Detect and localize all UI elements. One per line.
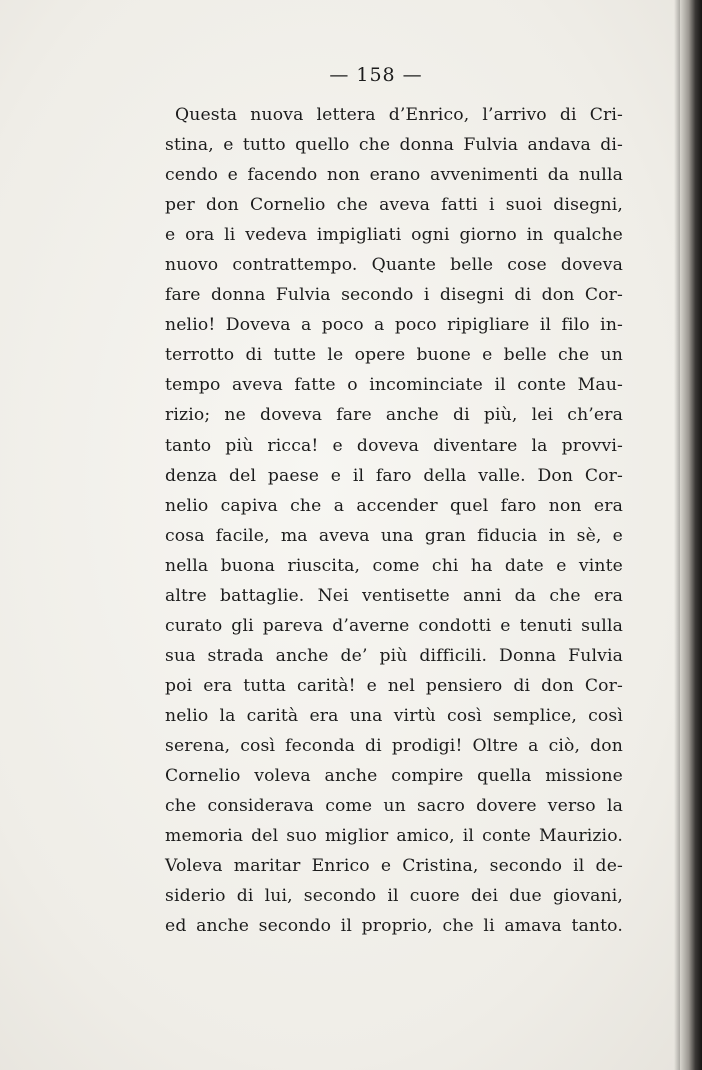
- text-line: per don Cornelio che aveva fatti i suoi disegni,: [165, 195, 623, 216]
- text-line: siderio di lui, secondo il cuore dei due giovani,: [165, 886, 623, 907]
- text-line: terrotto di tutte le opere buone e belle che un: [165, 345, 623, 366]
- text-line: cendo e facendo non erano avvenimenti da nulla: [165, 165, 623, 186]
- text-line: cosa facile, ma aveva una gran fiducia in sè, e: [165, 525, 623, 546]
- text-line: curato gli pareva d’averne condotti e tenuti sulla: [165, 615, 623, 636]
- text-line: Cornelio voleva anche compire quella missione: [165, 766, 623, 787]
- text-line: nella buona riuscita, come chi ha date e vinte: [165, 555, 623, 576]
- text-line: poi era tutta carità! e nel pensiero di don Cor-: [165, 675, 623, 696]
- text-line: memoria del suo miglior amico, il conte Maurizio.: [165, 826, 623, 847]
- text-line: fare donna Fulvia secondo i disegni di don Cor-: [165, 285, 623, 306]
- text-line: nelio capiva che a accender quel faro non era: [165, 495, 623, 516]
- text-line: e ora li vedeva impigliati ogni giorno in qualche: [165, 225, 623, 246]
- text-line: nelio la carità era una virtù così semplice, così: [165, 705, 623, 726]
- text-line: Voleva maritar Enrico e Cristina, secondo il de-: [165, 856, 623, 877]
- text-line: nelio! Doveva a poco a poco ripigliare il filo in-: [165, 315, 623, 336]
- text-line: stina, e tutto quello che donna Fulvia andava di-: [165, 135, 623, 156]
- page-number: — 158 —: [329, 64, 423, 86]
- text-line: denza del paese e il faro della valle. Don Cor-: [165, 465, 623, 486]
- text-line: tempo aveva fatte o incominciate il conte Mau-: [165, 375, 623, 396]
- text-line: sua strada anche de’ più difficili. Donna Fulvia: [165, 645, 623, 666]
- text-line: nuovo contrattempo. Quante belle cose doveva: [165, 255, 623, 276]
- text-line: serena, così feconda di prodigi! Oltre a ciò, don: [165, 735, 623, 756]
- text-line: che considerava come un sacro dovere verso la: [165, 796, 623, 817]
- text-line: altre battaglie. Nei ventisette anni da che era: [165, 585, 623, 606]
- text-line: Questa nuova lettera d’Enrico, l’arrivo di Cri-: [175, 105, 623, 125]
- text-line: rizio; ne doveva fare anche di più, lei ch’era: [165, 405, 623, 426]
- text-line: tanto più ricca! e doveva diventare la provvi-: [165, 435, 623, 456]
- book-binding-edge: [680, 0, 702, 1070]
- text-line: ed anche secondo il proprio, che li amava tanto.: [165, 916, 623, 937]
- body-text: [165, 100, 623, 941]
